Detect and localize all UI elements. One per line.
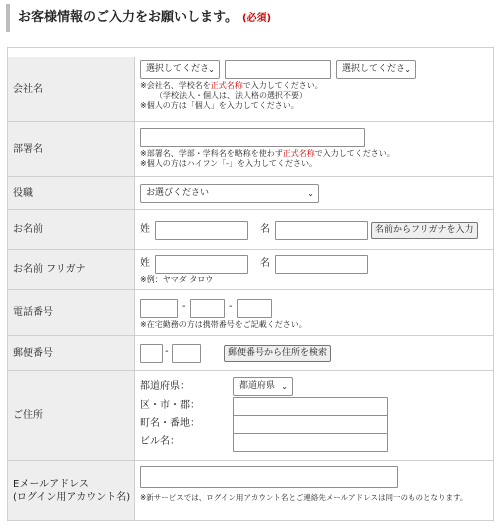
label-email — [8, 461, 135, 520]
company-note-3: ※個人の方は「個人」を入力してください。 — [140, 101, 299, 110]
label-company: 会社名 — [8, 57, 135, 121]
email-label-line1: Eメールアドレス — [13, 478, 89, 490]
phone-separator: - — [182, 301, 186, 312]
label-furigana: お名前 フリガナ — [8, 250, 135, 289]
row-name — [8, 209, 493, 249]
position-select[interactable]: お選びください ⌄ — [140, 184, 319, 203]
building-input[interactable] — [233, 433, 388, 452]
label-postal: 郵便番号 — [8, 336, 135, 370]
prefecture-select[interactable]: 都道府県 ⌄ — [233, 377, 293, 396]
phone-part2-input[interactable] — [190, 299, 225, 318]
city-label: 区・市・郡： — [140, 400, 200, 411]
chevron-down-icon: ⌄ — [404, 65, 411, 74]
email-input[interactable] — [140, 466, 398, 488]
department-note-2: ※個人の方はハイフン「-」を入力してください。 — [140, 159, 318, 168]
email-label-line2: (ログイン用アカウント名) — [13, 491, 131, 503]
chevron-down-icon: ⌄ — [307, 189, 314, 198]
phone-separator: - — [229, 301, 233, 312]
street-input[interactable] — [233, 415, 388, 434]
row-address — [8, 370, 493, 460]
last-name-label: 姓 — [140, 224, 150, 235]
row-postal — [8, 335, 493, 370]
row-company — [8, 57, 493, 121]
label-position: 役職 — [8, 177, 135, 209]
last-kana-label: 姓 — [140, 258, 150, 269]
row-phone — [8, 289, 493, 335]
row-furigana — [8, 249, 493, 289]
last-name-input[interactable] — [155, 221, 248, 240]
label-name: お名前 — [8, 210, 135, 249]
label-address: ご住所 — [8, 371, 135, 460]
postal-part1-input[interactable] — [140, 344, 163, 363]
required-badge: (必須) — [241, 13, 272, 24]
first-name-input[interactable] — [275, 221, 368, 240]
department-input[interactable] — [140, 128, 365, 147]
last-kana-input[interactable] — [155, 255, 248, 274]
postal-separator: - — [165, 346, 169, 357]
row-position — [8, 176, 493, 209]
furigana-example-note: ※例：ヤマダ タロウ — [140, 275, 214, 284]
chevron-down-icon: ⌄ — [208, 65, 215, 74]
first-kana-input[interactable] — [275, 255, 368, 274]
prefecture-label: 都道府県： — [140, 381, 190, 392]
label-department: 部署名 — [8, 122, 135, 176]
email-note: ※新サービスでは、ログイン用アカウント名とご連絡先メールアドレスは同一のものとなります。 — [140, 493, 468, 502]
building-label: ビル名： — [140, 436, 180, 447]
name-to-furigana-button[interactable]: 名前からフリガナを入力 — [371, 222, 478, 239]
section-heading — [6, 4, 492, 32]
company-name-input[interactable] — [225, 60, 331, 79]
postal-part2-input[interactable] — [172, 344, 201, 363]
row-department — [8, 121, 493, 176]
first-name-label: 名 — [260, 224, 270, 235]
first-kana-label: 名 — [260, 258, 270, 269]
chevron-down-icon: ⌄ — [281, 382, 288, 391]
company-note-1: ※会社名、学校名を正式名称で入力してください。 — [140, 81, 323, 90]
phone-note: ※在宅勤務の方は携帯番号をご記載ください。 — [140, 320, 307, 329]
phone-part3-input[interactable] — [237, 299, 272, 318]
street-label: 町名・番地： — [140, 418, 200, 429]
company-note-2: （学校法人・個人は、法人格の選択不要） — [155, 91, 307, 100]
corp-type-suffix-select[interactable]: 選択してくださ ⌄ — [336, 60, 416, 79]
corp-type-prefix-select[interactable]: 選択してくださ ⌄ — [140, 60, 220, 79]
label-phone: 電話番号 — [8, 290, 135, 335]
phone-part1-input[interactable] — [140, 299, 178, 318]
city-input[interactable] — [233, 397, 388, 416]
postal-search-button[interactable]: 郵便番号から住所を検索 — [224, 345, 331, 362]
row-email — [8, 460, 493, 520]
section-title: お客様情報のご入力をお願いします。 — [18, 10, 238, 25]
department-note-1: ※部署名、学部・学科名を略称を使わず正式名称で入力してください。 — [140, 149, 395, 158]
